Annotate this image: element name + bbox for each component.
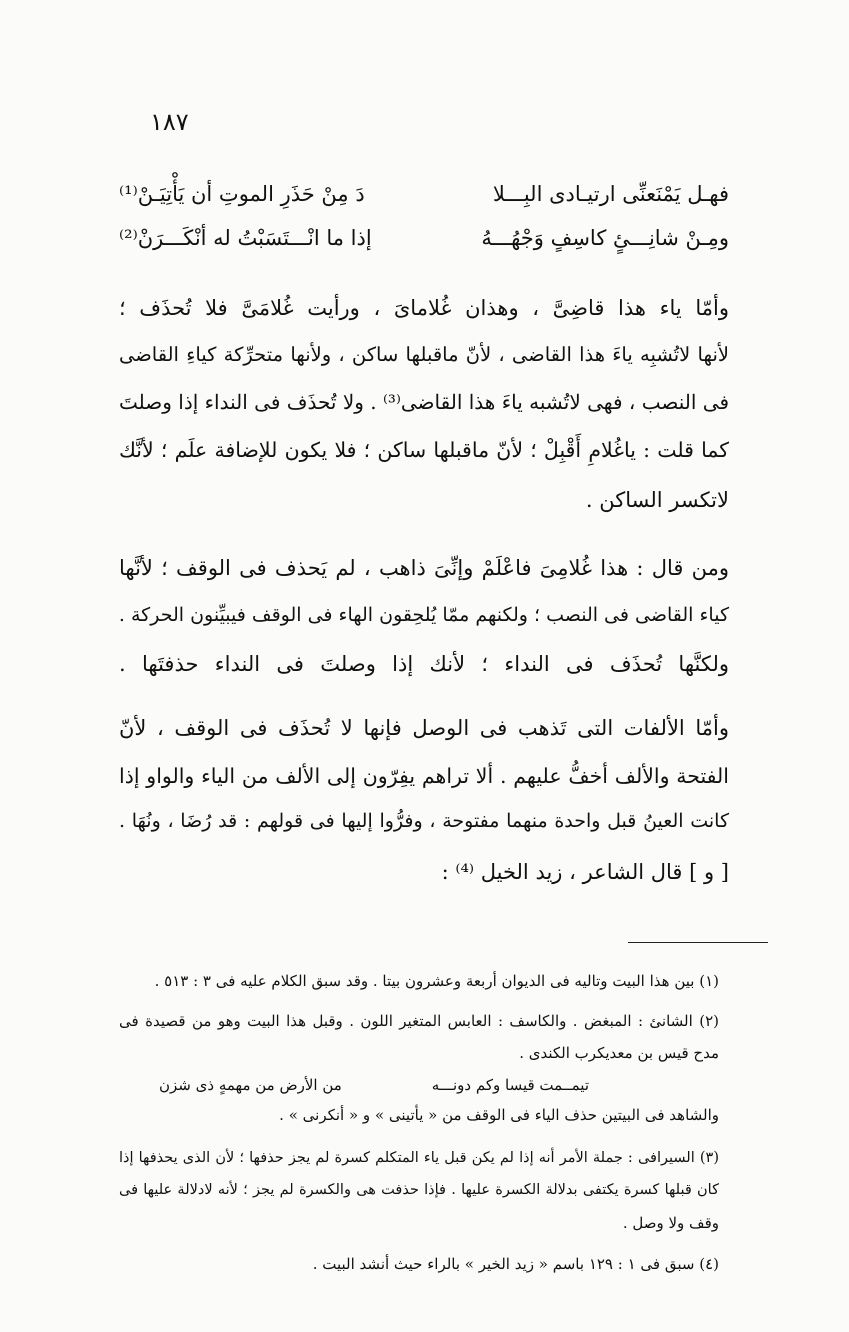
para3-line: وأمّا الألفات التى تَذهب فى الوصل فإنها لا تُحذَف فى الوقف ، لأنّ (119, 716, 729, 740)
footnote-2-line: (٢) الشانئ : المبغض . والكاسف : العابس المتغير اللون . وقبل هذا البيت وهو من قصيدة فى (119, 1012, 719, 1030)
footnote-2-verse-second: من الأرض من مهمهٍ ذى شزن (159, 1076, 342, 1094)
para1-line: لأنها لاتُشبِه ياءَ هذا القاضى ، لأنّ ماقبلها ساكن ، ولأنها متحرِّكة كياءِ القاضى (119, 343, 729, 366)
footnote-3-line: وقف ولا وصل . (622, 1214, 719, 1232)
para2-line: كياء القاضى فى النصب ؛ ولكنهم ممّا يُلحِقون الهاء فى الوقف فيبيِّنون الحركة . (118, 604, 729, 626)
para1-line: كما قلت : ياغُلامِ أَقْبِلْ ؛ لأنّ ماقبلها ساكن ؛ فلا يكون للإضافة علَم ؛ لأنَّك (119, 438, 729, 462)
para1-line: لاتكسر الساكن . (585, 488, 729, 512)
para1-line: فى النصب ، فهى لاتُشبه ياءَ هذا القاضى⁽³⁾ . ولا تُحذَف فى النداء إذا وصلتَ (119, 390, 729, 414)
verse-2-first-hemistich: ومِـنْ شانِـــئٍ كاسِفٍ وَجْهُـــهُ (481, 226, 729, 250)
verse-1-first-hemistich: فهـل يَمْنَعنِّى ارتيـادى البِـــلا (492, 182, 729, 206)
footnote-2-line: مدح قيس بن معديكرب الكندى . (519, 1044, 719, 1062)
footnote-3-line: (٣) السيرافى : جملة الأمر أنه إذا لم يكن قبل ياء المتكلم كسرة لم يجز حذفها ؛ لأن الذى يحذفها إذا (119, 1150, 719, 1166)
verse-2-second-hemistich: إذا ما انْـــتَسَبْتُ له أنْكَـــرَنْ⁽²⁾ (119, 226, 372, 250)
verse-1 (119, 182, 729, 216)
para2-line: ولكنَّها تُحذَف فى النداء ؛ لأنك إذا وصلتَ فى النداء حذفتَها . (119, 652, 729, 676)
para3-line: كانت العينُ قبل واحدة منهما مفتوحة ، وفرُّوا إليها فى قولهم : قد رُضَا ، ونُهَا . (119, 810, 729, 832)
footnote-separator (628, 942, 768, 943)
para3-line: الفتحة والألف أخفُّ عليهم . ألا تراهم يفِرّون إلى الألف من الياء والواو إذا (119, 764, 729, 788)
footnote-1: (١) بين هذا البيت وتاليه فى الديوان أربعة وعشرون بيتا . وقد سبق الكلام عليه فى ٣ : ٥١٣ . (154, 972, 719, 990)
page-number: ١٨٧ (150, 108, 189, 136)
footnote-4: (٤) سبق فى ١ : ١٢٩ باسم « زيد الخير » بالراء حيث أنشد البيت . (312, 1255, 719, 1273)
footnote-2-verse (159, 1076, 589, 1100)
para1-line: وأمّا ياء هذا قاضِىَّ ، وهذان غُلاماىَ ، ورأيت غُلامَىَّ فلا تُحذَف ؛ (119, 296, 729, 320)
footnote-3-line: كان قبلها كسرة يكتفى بدلالة الكسرة عليها . فإذا حذفت هى والكسرة لم يجز ؛ لأنه لادلالة عليها فى (119, 1182, 719, 1198)
verse-2 (119, 226, 729, 260)
footnote-2-verse-first: تيمــمت قيسا وكم دونـــه (431, 1076, 589, 1094)
footnote-2-line: والشاهد فى البيتين حذف الياء فى الوقف من « يأتينى » و « أنكرنى » . (279, 1106, 719, 1124)
verse-1-second-hemistich: دَ مِنْ حَذَرِ الموتِ أن يَأْتِيَـنْ⁽¹⁾ (119, 182, 365, 206)
para2-line: ومن قال : هذا غُلامِىَ فاعْلَمْ وإنِّىَ ذاهب ، لم يَحذف فى الوقف ؛ لأنَّها (119, 556, 729, 580)
poet-attribution: [ و ] قال الشاعر ، زيد الخيل ⁽⁴⁾ : (441, 860, 729, 884)
